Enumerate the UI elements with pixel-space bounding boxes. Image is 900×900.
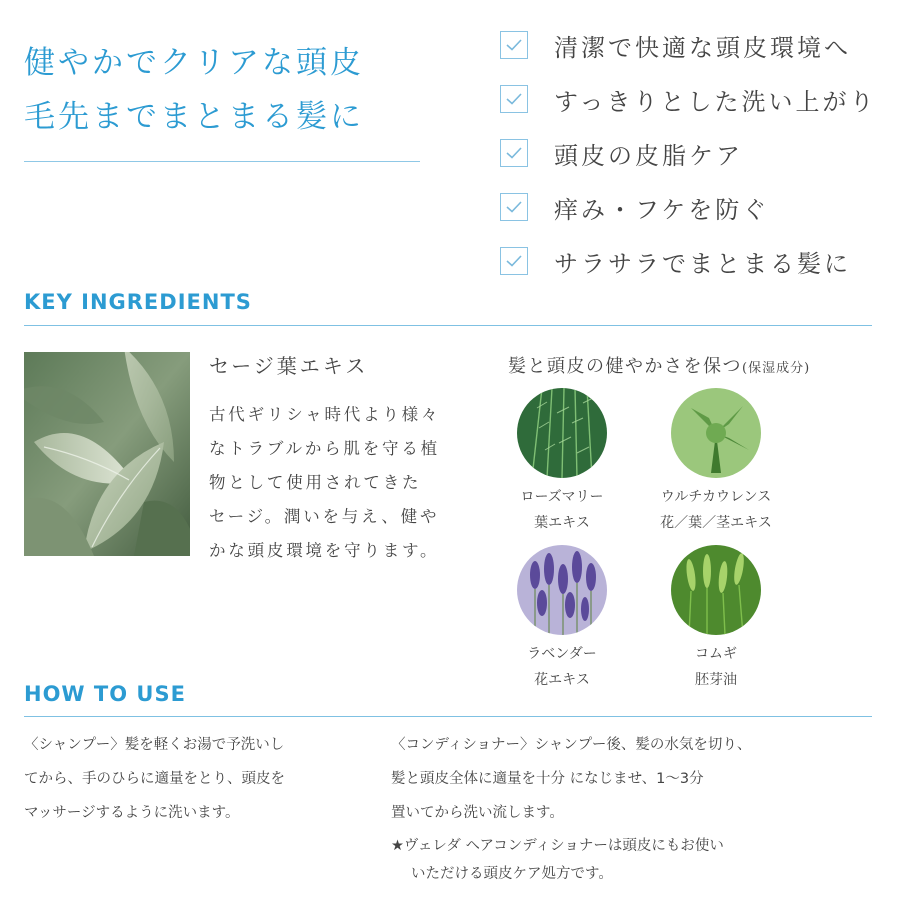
ingredient-wheat <box>641 545 791 693</box>
sage-description-line: 古代ギリシャ時代より様々 <box>209 405 441 424</box>
shampoo-line: てから、手のひらに適量をとり、頭皮を <box>24 771 285 787</box>
shampoo-line: 〈シャンプー〉髪を軽くお湯で予洗いし <box>24 737 285 753</box>
benefit-item <box>500 72 890 126</box>
ingredient-part: 花／葉／茎エキス <box>660 515 772 531</box>
shampoo-instructions <box>24 728 374 830</box>
how-to-use-divider <box>24 716 872 717</box>
moisture-heading-text: 髪と頭皮の健やかさを保つ <box>508 356 742 377</box>
wheat-image <box>671 545 761 635</box>
headline-line-1: 健やかでクリアな頭皮 <box>24 45 364 81</box>
sage-description-line: セージ。潤いを与え、健や <box>209 507 440 526</box>
note-line: いただける頭皮ケア処方です。 <box>411 866 613 882</box>
checkmark-icon <box>500 31 528 59</box>
benefit-text: すっきりとした洗い上がり <box>554 87 877 116</box>
ingredient-label <box>487 641 637 693</box>
benefit-item <box>500 234 890 288</box>
ingredient-label <box>641 641 791 693</box>
sage-description <box>209 398 471 568</box>
key-ingredients-title: KEY INGREDIENTS <box>24 290 252 314</box>
headline-line-2: 毛先までまとまる髪に <box>24 99 364 135</box>
conditioner-note <box>391 832 881 888</box>
ingredient-name: ウルチカウレンス <box>660 489 772 505</box>
conditioner-line: 〈コンディショナー〉シャンプー後、髪の水気を切り、 <box>391 737 752 753</box>
ingredient-label <box>487 484 637 536</box>
ingredient-part: 花エキス <box>534 672 590 688</box>
moisture-heading <box>508 352 810 378</box>
sage-ingredient-name: セージ葉エキス <box>209 354 369 378</box>
ingredient-name: ラベンダー <box>527 646 597 662</box>
conditioner-line: 髪と頭皮全体に適量を十分 になじませ、1〜3分 <box>391 771 704 787</box>
lavender-image <box>517 545 607 635</box>
ingredient-lavender <box>487 545 637 693</box>
benefit-item <box>500 180 890 234</box>
note-line: ★ヴェレダ ヘアコンディショナーは頭皮にもお使い <box>391 838 724 854</box>
benefit-item <box>500 126 890 180</box>
ingredient-name: ローズマリー <box>520 489 604 505</box>
headline-divider <box>24 161 420 162</box>
checkmark-icon <box>500 193 528 221</box>
benefit-text: 痒み・フケを防ぐ <box>554 195 770 224</box>
benefit-text: 頭皮の皮脂ケア <box>554 141 743 170</box>
how-to-use-title: HOW TO USE <box>24 682 186 706</box>
rosemary-image <box>517 388 607 478</box>
checkmark-icon <box>500 139 528 167</box>
headline <box>24 36 364 144</box>
checkmark-icon <box>500 85 528 113</box>
ingredient-label <box>641 484 791 536</box>
sage-description-line: 物として使用されてきた <box>209 473 422 492</box>
conditioner-instructions <box>391 728 881 830</box>
ingredient-part: 葉エキス <box>534 515 590 531</box>
key-ingredients-divider <box>24 325 872 326</box>
sage-description-line: かな頭皮環境を守ります。 <box>209 541 440 560</box>
sage-leaf-image <box>24 352 190 556</box>
ingredient-rosemary <box>487 388 637 536</box>
benefit-item <box>500 18 890 72</box>
conditioner-line: 置いてから洗い流します。 <box>391 805 564 821</box>
benefit-checklist <box>500 18 890 288</box>
shampoo-line: マッサージするように洗います。 <box>24 805 240 821</box>
nettle-image <box>671 388 761 478</box>
ingredient-urtica <box>641 388 791 536</box>
moisture-heading-note: (保湿成分) <box>742 361 811 376</box>
benefit-text: 清潔で快適な頭皮環境へ <box>554 33 851 62</box>
benefit-text: サラサラでまとまる髪に <box>554 249 851 278</box>
checkmark-icon <box>500 247 528 275</box>
ingredient-part: 胚芽油 <box>695 672 737 688</box>
ingredient-name: コムギ <box>695 646 737 662</box>
sage-description-line: なトラブルから肌を守る植 <box>209 439 440 458</box>
